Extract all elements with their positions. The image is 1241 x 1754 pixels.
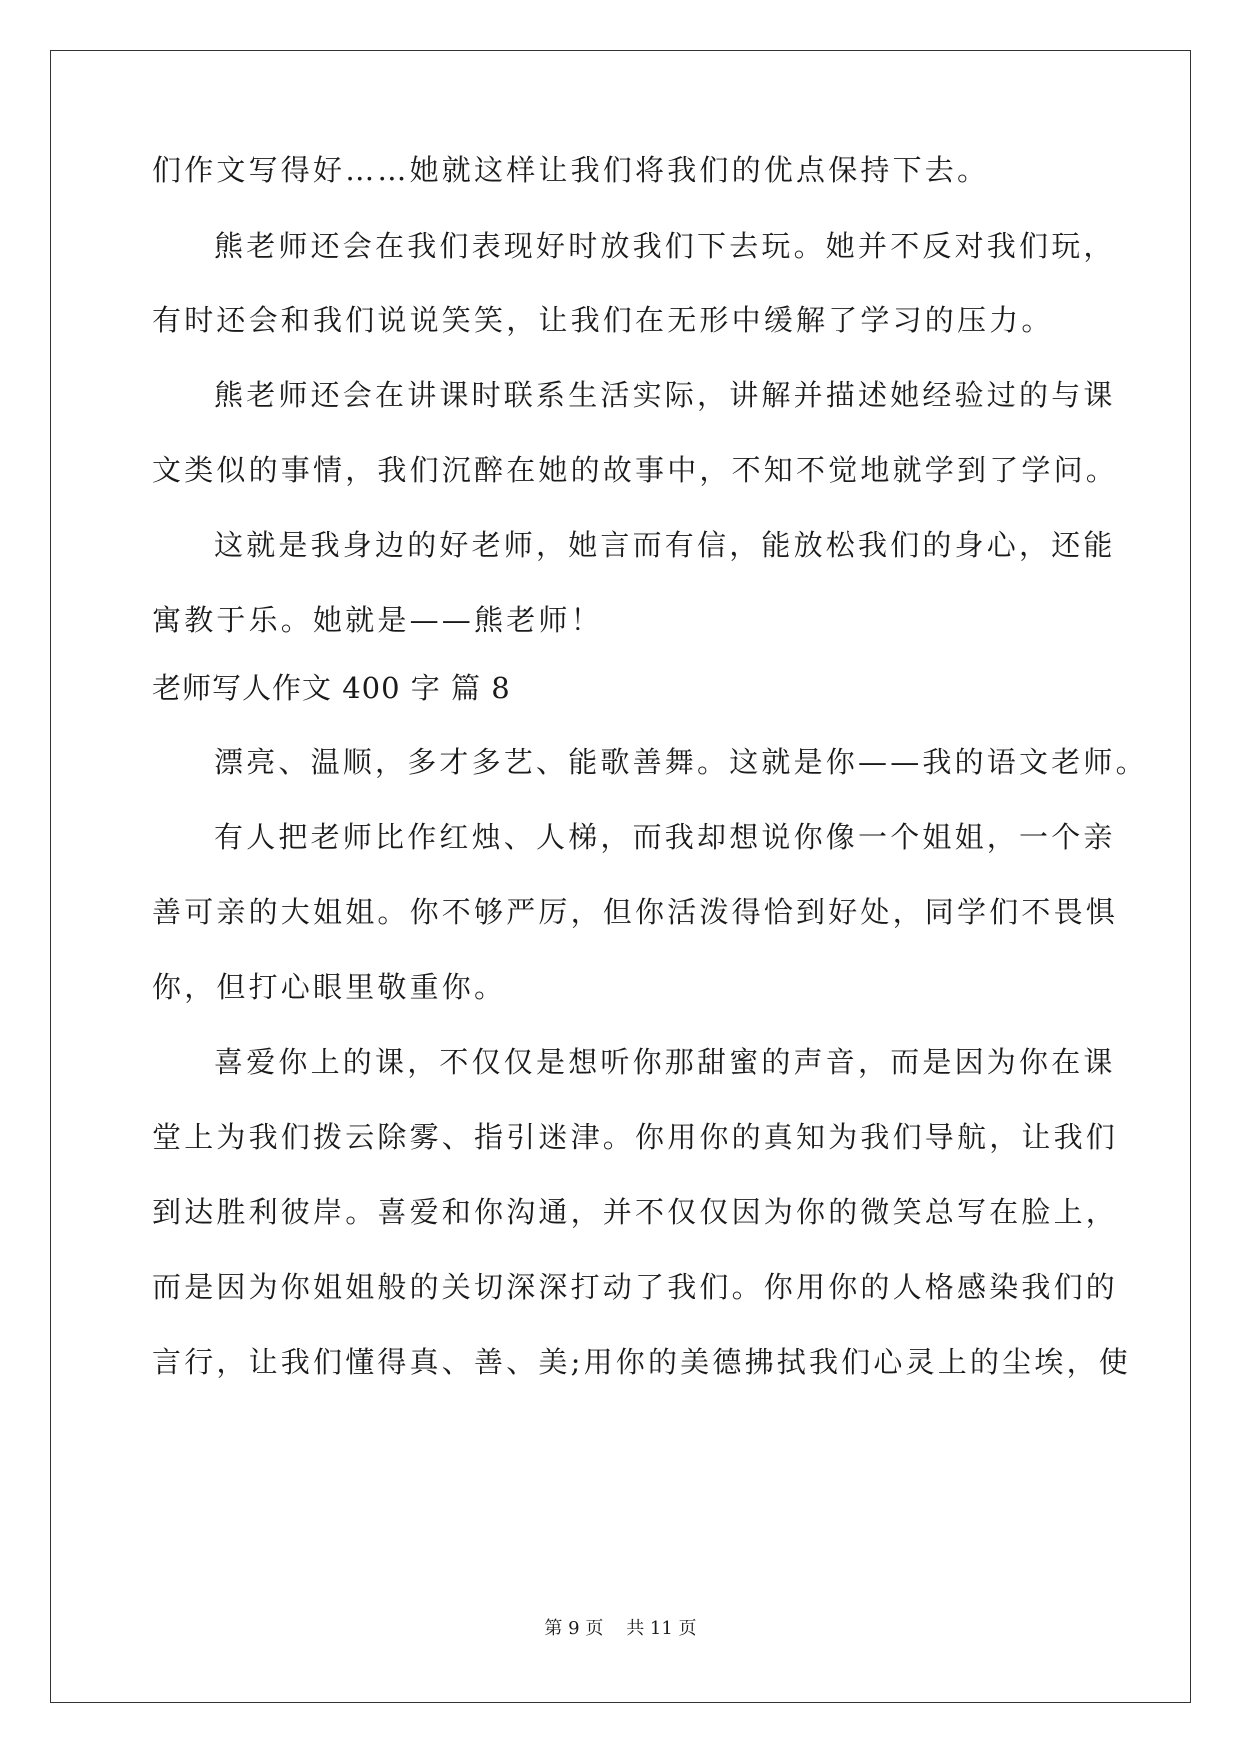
text-line: 这就是我身边的好老师，她言而有信，能放松我们的身心，还能 (214, 528, 1116, 562)
text-line: 有时还会和我们说说笑笑，让我们在无形中缓解了学习的压力。 (152, 303, 1054, 337)
text-line: 熊老师还会在讲课时联系生活实际，讲解并描述她经验过的与课 (214, 378, 1116, 412)
text-line: 堂上为我们拨云除雾、指引迷津。你用你的真知为我们导航，让我们 (152, 1120, 1119, 1154)
page-number-footer: 第 9 页 共 11 页 (544, 1618, 697, 1639)
text-line: 熊老师还会在我们表现好时放我们下去玩。她并不反对我们玩， (214, 229, 1116, 263)
text-line: 到达胜利彼岸。喜爱和你沟通，并不仅仅因为你的微笑总写在脸上， (152, 1195, 1119, 1229)
text-line: 有人把老师比作红烛、人梯，而我却想说你像一个姐姐，一个亲 (214, 820, 1116, 854)
text-line: 们作文写得好……她就这样让我们将我们的优点保持下去。 (152, 153, 990, 187)
text-line: 喜爱你上的课，不仅仅是想听你那甜蜜的声音，而是因为你在课 (214, 1045, 1116, 1079)
text-line: 善可亲的大姐姐。你不够严厉，但你活泼得恰到好处，同学们不畏惧 (152, 895, 1119, 929)
text-line: 言行，让我们懂得真、善、美;用你的美德拂拭我们心灵上的尘埃，使 (152, 1345, 1131, 1379)
page-border (50, 50, 1191, 1703)
text-line: 寓教于乐。她就是——熊老师！ (152, 603, 603, 637)
text-line: 文类似的事情，我们沉醉在她的故事中，不知不觉地就学到了学问。 (152, 453, 1119, 487)
text-line: 而是因为你姐姐般的关切深深打动了我们。你用你的人格感染我们的 (152, 1270, 1119, 1304)
text-line: 你，但打心眼里敬重你。 (152, 970, 507, 1004)
text-line: 漂亮、温顺，多才多艺、能歌善舞。这就是你——我的语文老师。 (214, 745, 1148, 779)
section-heading: 老师写人作文 400 字 篇 8 (152, 671, 511, 705)
